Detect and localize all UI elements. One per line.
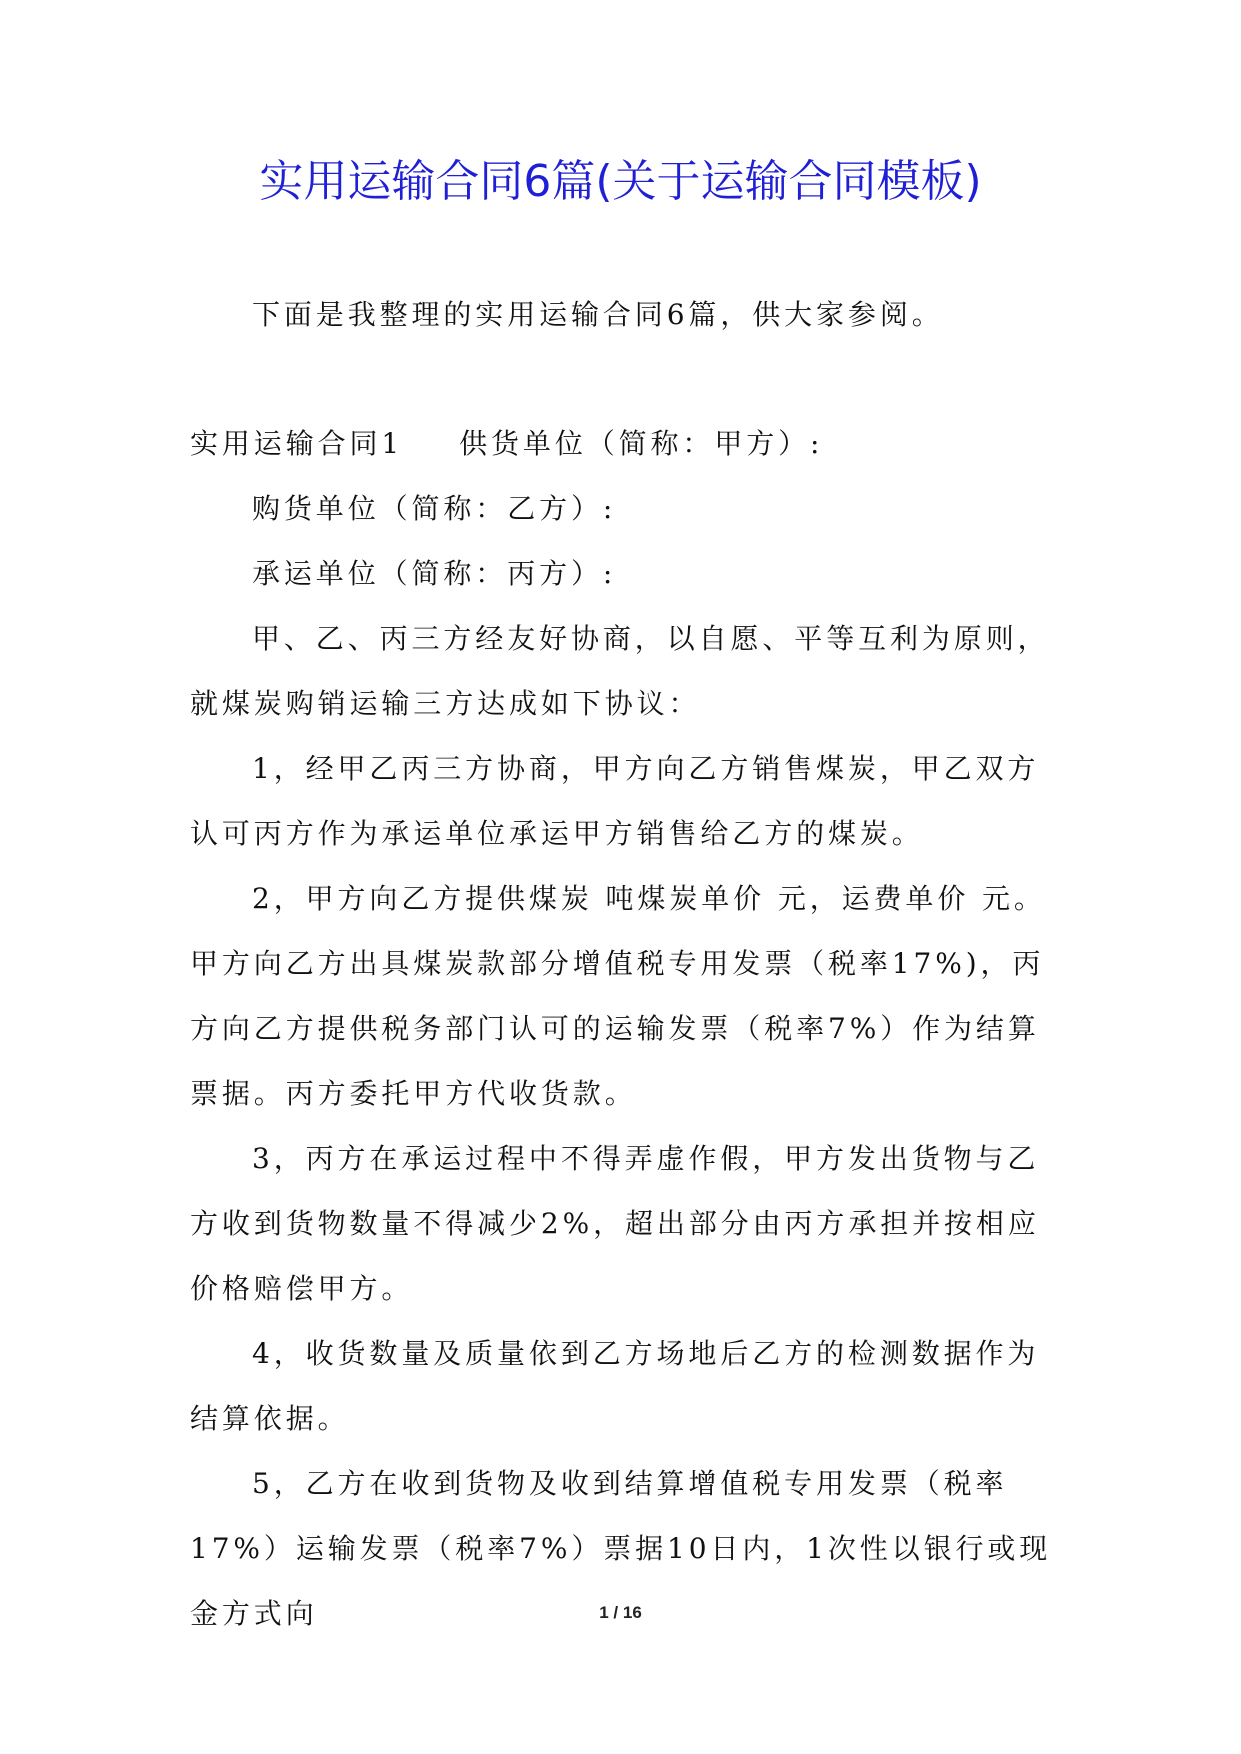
section-first-line	[190, 411, 1052, 476]
page-total: 16	[622, 1603, 642, 1622]
clause-1: 1，经甲乙丙三方协商，甲方向乙方销售煤炭，甲乙双方认可丙方作为承运单位承运甲方销售给乙方的煤炭。	[190, 752, 1040, 850]
clause-5: 5，乙方在收到货物及收到结算增值税专用发票（税率17%）运输发票（税率7%）票据10日内，1次性以银行或现金方式向	[190, 1467, 1052, 1630]
document-title: 实用运输合同6篇(关于运输合同模板)	[259, 156, 982, 207]
intro-paragraph: 下面是我整理的实用运输合同6篇，供大家参阅。	[252, 298, 944, 331]
agreement-preamble: 甲、乙、丙三方经友好协商，以自愿、平等互利为原则，就煤炭购销运输三方达成如下协议：	[190, 622, 1050, 720]
page-number	[0, 1603, 1241, 1623]
section-heading: 实用运输合同1	[190, 427, 404, 460]
supplier-line: 供货单位（简称：甲方）:	[459, 427, 824, 460]
carrier-line: 承运单位（简称：丙方）:	[252, 557, 617, 590]
document-body	[190, 282, 1052, 1646]
clause-4: 4，收货数量及质量依到乙方场地后乙方的检测数据作为结算依据。	[190, 1337, 1040, 1435]
buyer-line: 购货单位（简称：乙方）:	[252, 492, 617, 525]
page-current: 1	[599, 1603, 609, 1622]
clause-2: 2，甲方向乙方提供煤炭 吨煤炭单价 元，运费单价 元。甲方向乙方出具煤炭款部分增值税专用发票（税率17%)，丙方向乙方提供税务部门认可的运输发票（税率7%）作为结算票据。丙方委托甲方代收货款。	[190, 882, 1046, 1110]
page-separator: /	[613, 1603, 619, 1622]
clause-3: 3，丙方在承运过程中不得弄虚作假，甲方发出货物与乙方收到货物数量不得减少2%，超出部分由丙方承担并按相应价格赔偿甲方。	[190, 1142, 1040, 1305]
